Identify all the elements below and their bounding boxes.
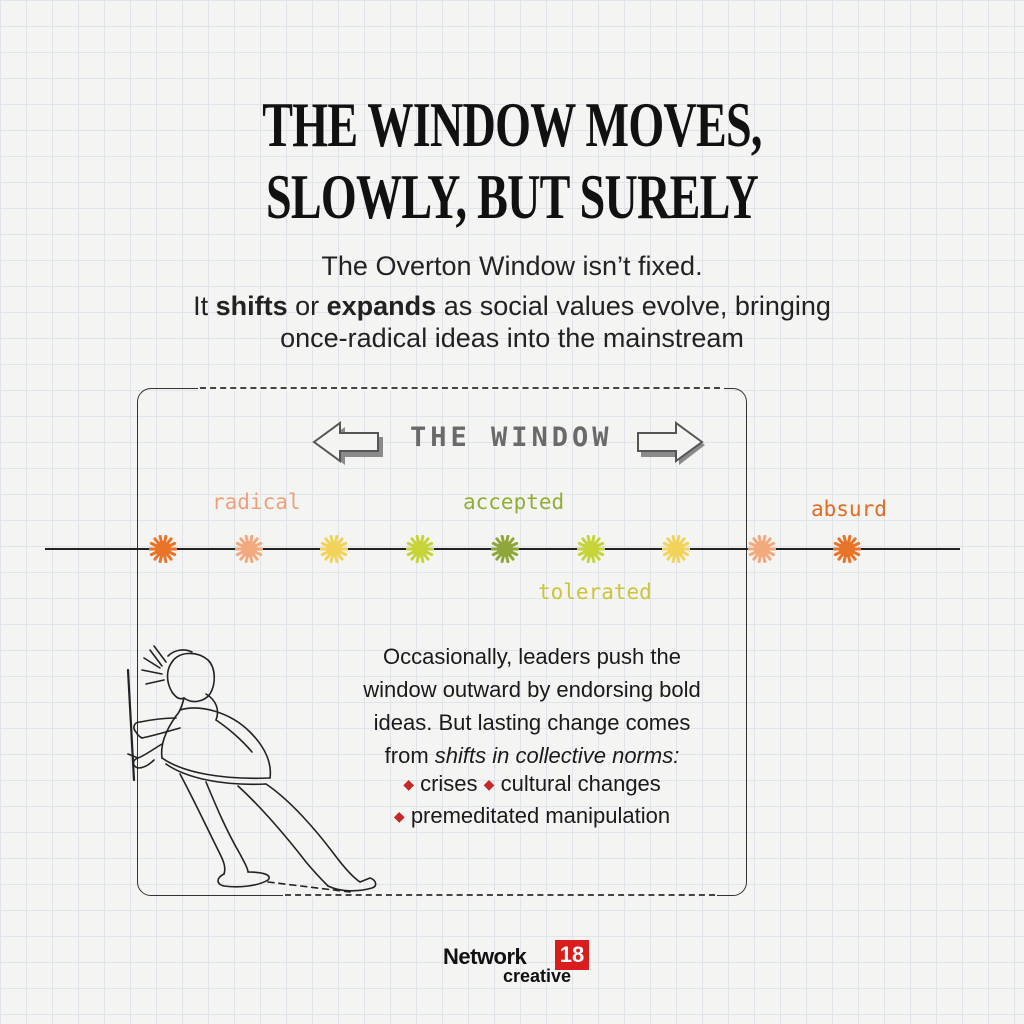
body-line-2: window outward by endorsing bold	[363, 677, 701, 702]
subtitle-line-2	[0, 290, 1024, 322]
body-line-3: ideas. But lasting change comes	[373, 710, 691, 735]
spectrum-dot	[662, 535, 690, 563]
label-accepted: accepted	[463, 490, 565, 514]
bullet-premeditated-manipulation: premeditated manipulation	[410, 803, 671, 828]
body-line-4-italic: shifts in collective norms:	[434, 743, 680, 768]
spectrum-dot	[406, 535, 434, 563]
subtitle-line-3: once-radical ideas into the mainstream	[280, 323, 744, 353]
spectrum-dot	[748, 535, 776, 563]
logo-word: Network	[443, 944, 527, 969]
spectrum-dot	[235, 535, 263, 563]
body-line-4-prefix: from	[384, 743, 435, 768]
label-radical: radical	[212, 490, 301, 514]
arrow-right-icon	[634, 420, 706, 466]
headline-line-1: THE WINDOW MOVES,	[262, 89, 762, 160]
subtitle-bold-shifts: shifts	[215, 291, 288, 321]
headline-line-2: SLOWLY, BUT SURELY	[265, 161, 759, 232]
spectrum-dot	[320, 535, 348, 563]
window-top-dashed-edge	[200, 387, 720, 389]
subtitle-suffix: as social values evolve, bringing	[436, 291, 831, 321]
bullet-icon: ◆	[393, 808, 405, 824]
subtitle-bold-expands: expands	[326, 291, 437, 321]
arrow-left-icon	[312, 420, 384, 466]
logo-number: 18	[555, 940, 589, 970]
window-label: THE WINDOW	[410, 422, 613, 453]
bullet-icon: ◆	[403, 776, 414, 792]
subtitle-line-1: The Overton Window isn’t fixed.	[321, 251, 703, 281]
label-absurd: absurd	[811, 497, 887, 521]
logo-sub: creative	[503, 966, 572, 986]
label-tolerated: tolerated	[538, 580, 652, 604]
bullet-crises: crises	[420, 771, 478, 796]
spectrum-dot	[833, 535, 861, 563]
spectrum-dot	[577, 535, 605, 563]
spectrum-dot	[149, 535, 177, 563]
spectrum-dot	[491, 535, 519, 563]
bullet-icon: ◆	[483, 776, 495, 792]
bullet-cultural-changes: cultural changes	[500, 771, 661, 796]
body-line-1: Occasionally, leaders push the	[383, 644, 681, 669]
subtitle-mid: or	[287, 291, 327, 321]
man-pushing-illustration	[120, 640, 400, 900]
subtitle-prefix: It	[193, 291, 216, 321]
